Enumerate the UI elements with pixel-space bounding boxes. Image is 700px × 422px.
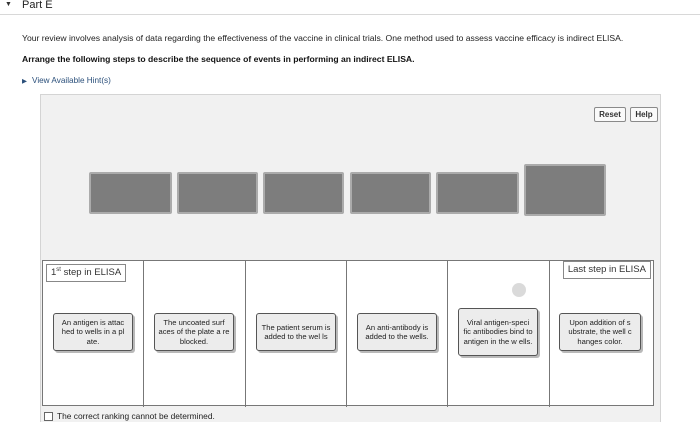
step-card[interactable]: An anti-antibody is added to the wells.: [357, 313, 437, 351]
expand-triangle-icon: ▶: [22, 78, 27, 85]
empty-drop-slot[interactable]: [524, 164, 606, 216]
instruction-text: Arrange the following steps to describe the sequence of events in performing an indirect ELISA.: [22, 54, 415, 64]
step-card[interactable]: The patient serum is added to the wel ls: [256, 313, 336, 351]
empty-drop-slot[interactable]: [436, 172, 519, 214]
cursor-indicator: [512, 283, 526, 297]
question-text: Your review involves analysis of data regarding the effectiveness of the vaccine in clinical trials. One method used to assess vaccine efficacy is indirect ELISA.: [22, 33, 624, 43]
column-divider: [346, 261, 347, 407]
empty-drop-slot[interactable]: [263, 172, 344, 214]
reset-button[interactable]: Reset: [594, 107, 626, 122]
empty-drop-slot[interactable]: [89, 172, 172, 214]
empty-drop-slot[interactable]: [350, 172, 431, 214]
column-divider: [549, 261, 550, 407]
part-header[interactable]: [0, 0, 700, 12]
hint-label: View Available Hint(s): [32, 76, 111, 85]
cannot-determine-checkbox[interactable]: [44, 412, 53, 421]
collapse-triangle-icon[interactable]: ▼: [5, 1, 12, 8]
part-title: Part E: [22, 0, 53, 11]
column-divider: [245, 261, 246, 407]
view-hints-link[interactable]: [22, 76, 111, 85]
last-step-label: Last step in ELISA: [563, 261, 651, 279]
step-card[interactable]: The uncoated surf aces of the plate a re blocked.: [154, 313, 234, 351]
header-divider: [0, 14, 700, 15]
step-card[interactable]: Viral antigen-speci fic antibodies bind to antigen in the w ells.: [458, 308, 538, 356]
help-button[interactable]: Help: [630, 107, 658, 122]
column-divider: [143, 261, 144, 407]
step-card[interactable]: An antigen is attac hed to wells in a pl ate.: [53, 313, 133, 351]
cannot-determine-label: The correct ranking cannot be determined.: [57, 411, 215, 421]
empty-drop-slot[interactable]: [177, 172, 258, 214]
cannot-determine-option[interactable]: [44, 411, 215, 421]
step-card[interactable]: Upon addition of s ubstrate, the well c hanges color.: [559, 313, 641, 351]
ranking-area[interactable]: [42, 260, 654, 406]
column-divider: [447, 261, 448, 407]
first-step-label: 1st step in ELISA: [46, 264, 126, 282]
